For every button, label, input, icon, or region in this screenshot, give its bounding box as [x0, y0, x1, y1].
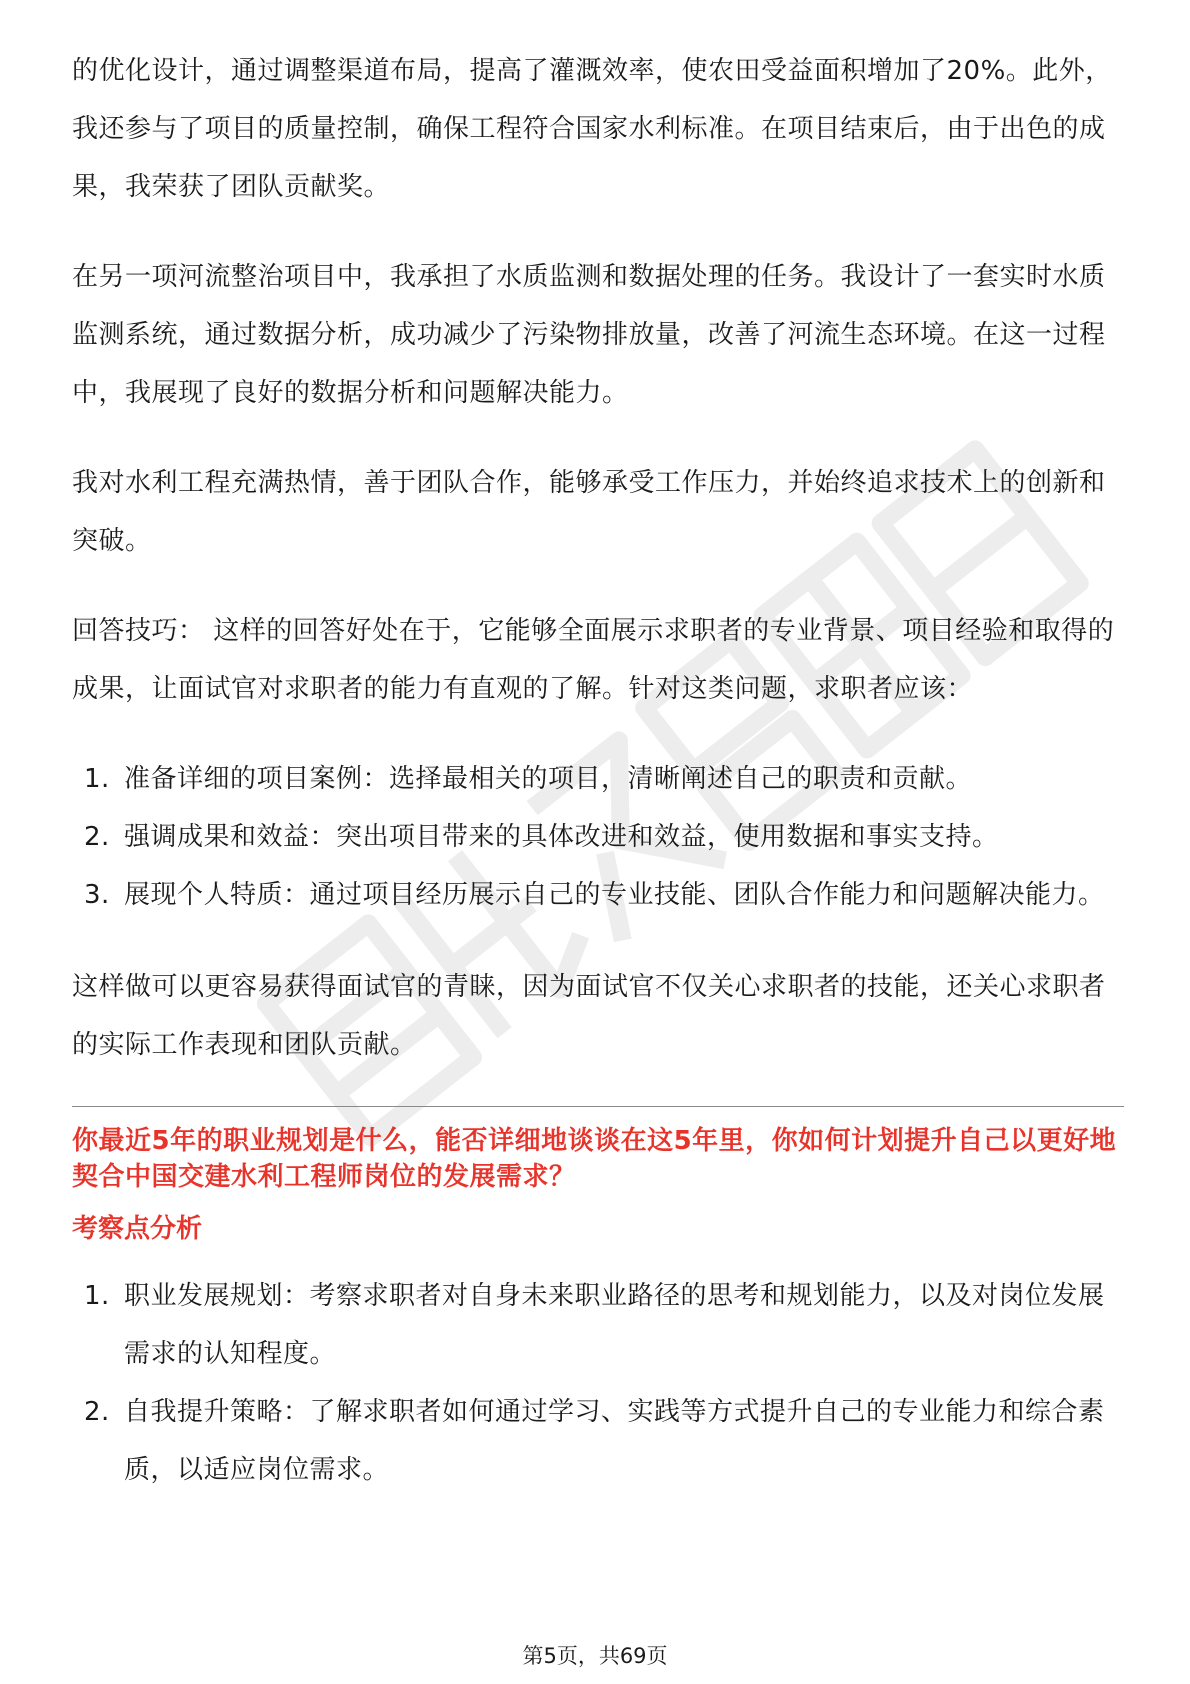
list-text: 强调成果和效益：突出项目带来的具体改进和效益，使用数据和事实支持。 — [124, 822, 999, 852]
analysis-list — [72, 1267, 1124, 1499]
list-number: 3. — [84, 880, 110, 910]
list-item — [72, 866, 1124, 924]
paragraph-passion: 我对水利工程充满热情，善于团队合作，能够承受工作压力，并始终追求技术上的创新和突破。 — [72, 468, 1106, 556]
page-footer: 第5页，共69页 — [522, 1644, 668, 1668]
paragraph-closing: 这样做可以更容易获得面试官的青睐，因为面试官不仅关心求职者的技能，还关心求职者的实际工作表现和团队贡献。 — [72, 972, 1106, 1060]
tips-list — [72, 750, 1124, 924]
document-body — [72, 42, 1124, 1533]
analysis-heading: 考察点分析 — [72, 1214, 203, 1244]
list-number: 1. — [84, 1281, 110, 1311]
list-item — [72, 1383, 1124, 1499]
list-item — [72, 1267, 1124, 1383]
list-number: 2. — [84, 822, 110, 852]
list-item — [72, 808, 1124, 866]
paragraph-river-project: 在另一项河流整治项目中，我承担了水质监测和数据处理的任务。我设计了一套实时水质监测系统，通过数据分析，成功减少了污染物排放量，改善了河流生态环境。在这一过程中，我展现了良好的数据分析和问题解决能力。 — [72, 262, 1106, 408]
list-number: 1. — [84, 764, 110, 794]
paragraph-answer-tips: 回答技巧： 这样的回答好处在于，它能够全面展示求职者的专业背景、项目经验和取得的成果，让面试官对求职者的能力有直观的了解。针对这类问题，求职者应该： — [72, 616, 1115, 704]
list-item — [72, 750, 1124, 808]
list-text: 展现个人特质：通过项目经历展示自己的专业技能、团队合作能力和问题解决能力。 — [124, 880, 1105, 910]
interview-question: 你最近5年的职业规划是什么，能否详细地谈谈在这5年里，你如何计划提升自己以更好地契合中国交建水利工程师岗位的发展需求？ — [72, 1126, 1117, 1192]
section-divider — [72, 1106, 1124, 1107]
list-text: 准备详细的项目案例：选择最相关的项目，清晰阐述自己的职责和贡献。 — [124, 764, 973, 794]
list-text: 自我提升策略：了解求职者如何通过学习、实践等方式提升自己的专业能力和综合素质，以适应岗位需求。 — [124, 1397, 1105, 1485]
list-text: 职业发展规划：考察求职者对自身未来职业路径的思考和规划能力，以及对岗位发展需求的认知程度。 — [124, 1281, 1105, 1369]
list-number: 2. — [84, 1397, 110, 1427]
paragraph-project-experience: 的优化设计，通过调整渠道布局，提高了灌溉效率，使农田受益面积增加了20%。此外，我还参与了项目的质量控制，确保工程符合国家水利标准。在项目结束后，由于出色的成果，我荣获了团队贡献奖。 — [72, 56, 1112, 202]
